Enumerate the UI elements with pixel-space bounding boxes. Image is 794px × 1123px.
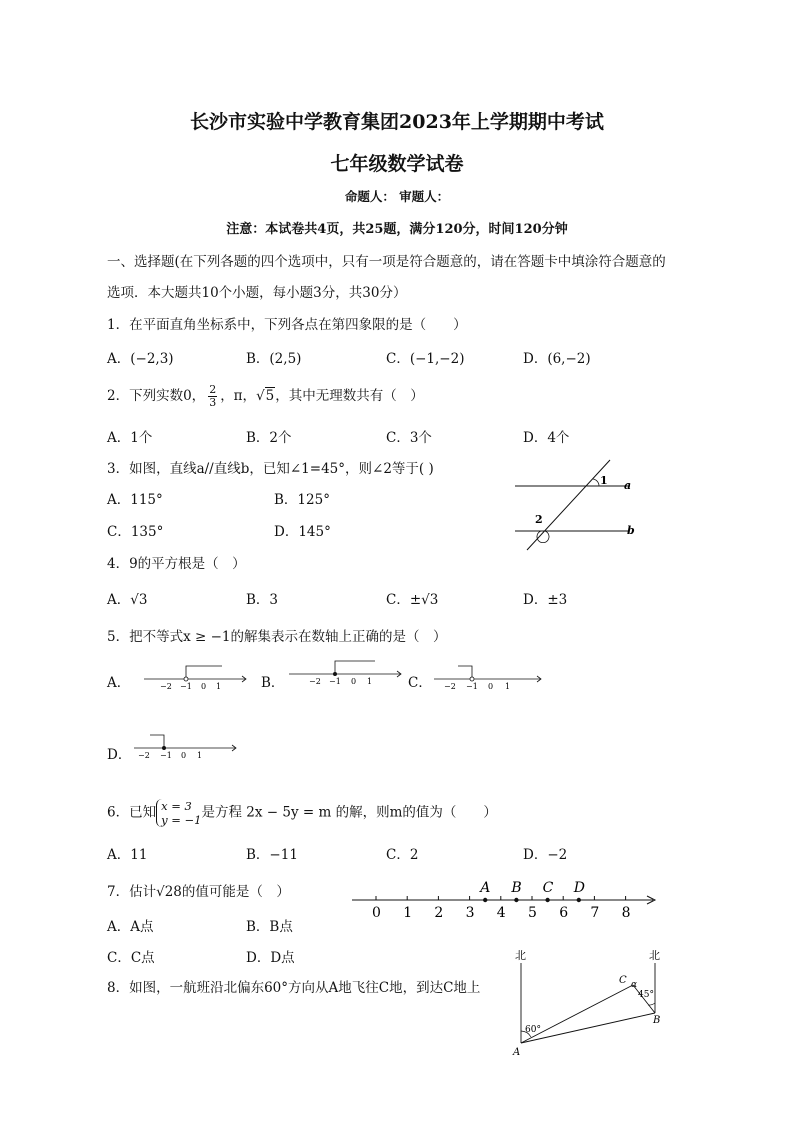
axis-tick-label: 1 (403, 905, 413, 921)
point-a-label: A (480, 880, 491, 896)
north-label-b: 北 (649, 949, 660, 962)
point-b-label: B (653, 1015, 661, 1026)
q5-option-d-label: D． (107, 747, 132, 763)
axis-tick-label: 8 (621, 905, 631, 921)
angle-60-label: 60° (525, 1025, 541, 1035)
q2-option-c: C．3个 (386, 430, 432, 446)
q1-option-d: D．(6,−2) (523, 351, 591, 367)
fraction-two-thirds (208, 384, 217, 409)
question-8-stem: 8．如图，一航班沿北偏东60°方向从A地飞往C地，到达C地上 (107, 980, 481, 996)
q2-stem-c: ，其中无理数共有（ ） (275, 388, 424, 404)
q2-option-d: D．4个 (523, 430, 570, 446)
flight-route-figure (505, 945, 675, 1060)
question-5-stem: 5．把不等式x ≥ −1的解集表示在数轴上正确的是（ ） (107, 629, 447, 645)
question-3-stem: 3．如图，直线a//直线b，已知∠1=45°，则∠2等于( ) (107, 461, 434, 477)
point-b-marker (514, 898, 518, 902)
q1-option-a: A．(−2,3) (107, 351, 174, 367)
svg-text:0: 0 (351, 677, 357, 686)
q6-stem-a: 6．已知 (107, 804, 157, 821)
question-2-stem (107, 384, 424, 409)
angle-alpha-label: α (631, 980, 638, 990)
q6-stem-b: 是方程 2x − 5y = m 的解，则m的值为（ ） (201, 804, 497, 821)
route-a-to-b (521, 1013, 655, 1043)
sqrt-sign: √ (256, 388, 265, 404)
q6-option-a: A．11 (107, 847, 148, 863)
q4-option-d: D．±3 (523, 592, 568, 608)
svg-text:−1: −1 (329, 677, 341, 686)
svg-text:1: 1 (367, 677, 373, 686)
svg-text:0: 0 (181, 751, 187, 760)
fraction-numerator: 2 (209, 383, 217, 396)
svg-text:−2: −2 (160, 682, 172, 691)
question-6-stem (107, 799, 497, 827)
q4-option-a: A．√3 (107, 592, 148, 608)
svg-text:−1: −1 (180, 682, 192, 691)
svg-text:0: 0 (488, 682, 494, 691)
q6-option-c: C．2 (386, 847, 419, 863)
axis-tick-label: 6 (559, 905, 569, 921)
svg-text:−1: −1 (466, 682, 478, 691)
parallel-lines-figure (505, 455, 650, 555)
svg-text:1: 1 (505, 682, 511, 691)
point-d-marker (577, 898, 581, 902)
angle-1-label: 1 (600, 474, 608, 487)
svg-text:−2: −2 (138, 751, 150, 760)
axis-tick-label: 3 (465, 905, 475, 921)
axis-tick-label: 7 (590, 905, 600, 921)
q7-option-c: C．C点 (107, 950, 155, 966)
q3-option-c: C．135° (107, 524, 164, 540)
q7-number-line (350, 876, 665, 921)
q3-option-b: B．125° (274, 492, 330, 508)
svg-text:−2: −2 (309, 677, 321, 686)
svg-text:0: 0 (201, 682, 207, 691)
axis-tick-label: 2 (434, 905, 444, 921)
q5-option-b-label: B． (261, 675, 285, 691)
q5-option-c-label: C． (408, 675, 432, 691)
svg-text:−2: −2 (444, 682, 456, 691)
point-b-label: B (511, 880, 522, 896)
fraction-denominator: 3 (209, 396, 217, 409)
section-heading-line1: 一、选择题(在下列各题的四个选项中，只有一项是符合题意的，请在答题卡中填涂符合题意的 (107, 254, 666, 270)
paper-title: 长沙市实验中学教育集团2023年上学期期中考试 (190, 111, 604, 133)
q5-number-line-b (285, 655, 405, 687)
svg-text:1: 1 (197, 751, 203, 760)
sqrt-radicand: 5 (265, 388, 275, 404)
north-label-a: 北 (515, 949, 526, 962)
system-eq-2: y = −1 (161, 813, 202, 827)
q5-number-line-a (140, 660, 250, 692)
q1-option-c: C．(−1,−2) (386, 351, 465, 367)
q3-option-a: A．115° (107, 492, 163, 508)
q2-option-b: B．2个 (246, 430, 292, 446)
question-7-stem: 7．估计√28的值可能是（ ） (107, 884, 290, 900)
angle-1-arc (593, 479, 599, 486)
q7-option-d: D．D点 (246, 950, 295, 966)
axis-tick-label: 0 (372, 905, 381, 921)
q5-number-line-c (430, 660, 545, 692)
section-heading-line2: 选项．本大题共10个小题，每小题3分，共30分） (107, 285, 407, 301)
svg-text:1: 1 (216, 682, 222, 691)
svg-text:−1: −1 (160, 751, 172, 760)
system-eq-1: x = 3 (161, 799, 192, 813)
question-1-stem: 1．在平面直角坐标系中，下列各点在第四象限的是（ ） (107, 317, 467, 333)
point-c-label: C (542, 880, 554, 896)
equation-system (156, 799, 201, 827)
q3-option-d: D．145° (274, 524, 331, 540)
q5-number-line-d (130, 729, 240, 761)
q7-option-b: B．B点 (246, 919, 293, 935)
point-c-marker (545, 898, 549, 902)
axis-tick-label: 4 (496, 905, 506, 921)
point-a-marker (483, 898, 487, 902)
point-d-label: D (573, 880, 586, 896)
angle-45-label: 45° (638, 990, 654, 1000)
point-a-label: A (513, 1047, 521, 1058)
q2-stem-a: 2．下列实数0， (107, 388, 206, 404)
q2-option-a: A．1个 (107, 430, 153, 446)
q4-option-c: C．±√3 (386, 592, 439, 608)
question-4-stem: 4．9的平方根是（ ） (107, 556, 246, 572)
q5-option-a-label: A． (107, 675, 131, 691)
transversal-line (527, 460, 610, 550)
q6-option-d: D．−2 (523, 847, 568, 863)
point-c-label: C (619, 975, 627, 986)
exam-notice: 注意：本试卷共4页，共25题，满分120分，时间120分钟 (226, 222, 568, 237)
q1-option-b: B．(2,5) (246, 351, 302, 367)
authors-line: 命题人： 审题人： (344, 189, 450, 204)
paper-subtitle: 七年级数学试卷 (330, 153, 464, 175)
q6-option-b: B．−11 (246, 847, 298, 863)
q4-option-b: B．3 (246, 592, 279, 608)
axis-tick-label: 5 (528, 905, 537, 921)
line-b-label: b (627, 524, 635, 537)
angle-2-label: 2 (535, 513, 543, 526)
q7-option-a: A．A点 (107, 919, 154, 935)
q2-stem-b: ，π， (220, 388, 257, 404)
line-a-label: a (624, 479, 632, 492)
